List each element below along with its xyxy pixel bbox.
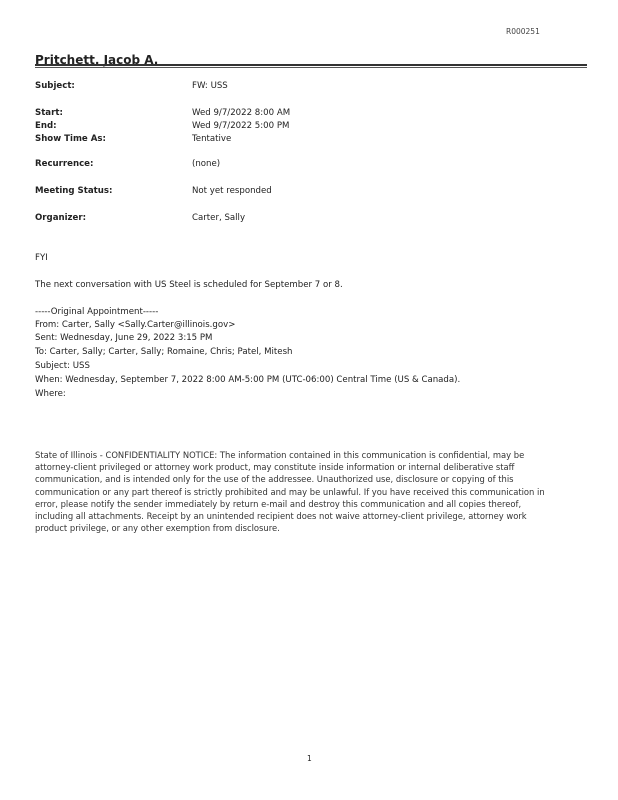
notice-line: communication, and is intended only for the use of the addressee. Unauthorized use, disclosure or copying of this (35, 474, 514, 485)
notice-line: attorney-client privileged or attorney work product, may constitute inside information or internal deliberative staff (35, 462, 515, 473)
original-appointment-header: -----Original Appointment----- (35, 307, 159, 317)
header-rule-thin (35, 67, 587, 68)
recurrence-label: Recurrence: (35, 159, 94, 169)
bates-number: R000251 (506, 27, 540, 36)
message-text: The next conversation with US Steel is scheduled for September 7 or 8. (35, 280, 343, 290)
page-number: 1 (307, 754, 312, 763)
notice-line: including all attachments. Receipt by an unintended recipient does not waive attorney-client privilege, attorney work (35, 511, 527, 522)
notice-line: error, please notify the sender immediately by return e-mail and destroy this communication and all copies thereof, (35, 498, 522, 509)
subject-line: Subject: USS (35, 361, 90, 371)
show-time-as-value: Tentative (192, 134, 232, 144)
owner-name: Pritchett, Jacob A. (35, 53, 159, 67)
when-line: When: Wednesday, September 7, 2022 8:00 AM-5:00 PM (UTC-06:00) Central Time (US & Canada). (35, 375, 461, 385)
confidentiality-notice (35, 449, 575, 534)
fyi-text: FYI (35, 253, 48, 263)
subject-label: Subject: (35, 81, 75, 91)
show-time-as-label: Show Time As: (35, 134, 106, 144)
meeting-status-value: Not yet responded (192, 186, 272, 196)
start-value: Wed 9/7/2022 8:00 AM (192, 108, 291, 118)
end-label: End: (35, 121, 57, 131)
subject-value: FW: USS (192, 81, 228, 91)
meeting-status-label: Meeting Status: (35, 186, 113, 196)
from-line: From: Carter, Sally <Sally.Carter@illinois.gov> (35, 320, 236, 330)
recurrence-value: (none) (192, 159, 221, 169)
end-value: Wed 9/7/2022 5:00 PM (192, 121, 290, 131)
where-line: Where: (35, 389, 66, 399)
organizer-value: Carter, Sally (192, 213, 246, 223)
to-line: To: Carter, Sally; Carter, Sally; Romaine, Chris; Patel, Mitesh (35, 347, 293, 357)
notice-line: communication or any part thereof is strictly prohibited and may be unlawful. If you have received this communication in (35, 486, 545, 497)
organizer-label: Organizer: (35, 213, 87, 223)
start-label: Start: (35, 108, 63, 118)
sent-line: Sent: Wednesday, June 29, 2022 3:15 PM (35, 333, 213, 343)
notice-line: State of Illinois - CONFIDENTIALITY NOTICE: The information contained in this communication is confidential, may be (35, 450, 525, 460)
notice-line: product privilege, or any other exemption from disclosure. (35, 523, 280, 534)
header-rule (35, 64, 587, 66)
